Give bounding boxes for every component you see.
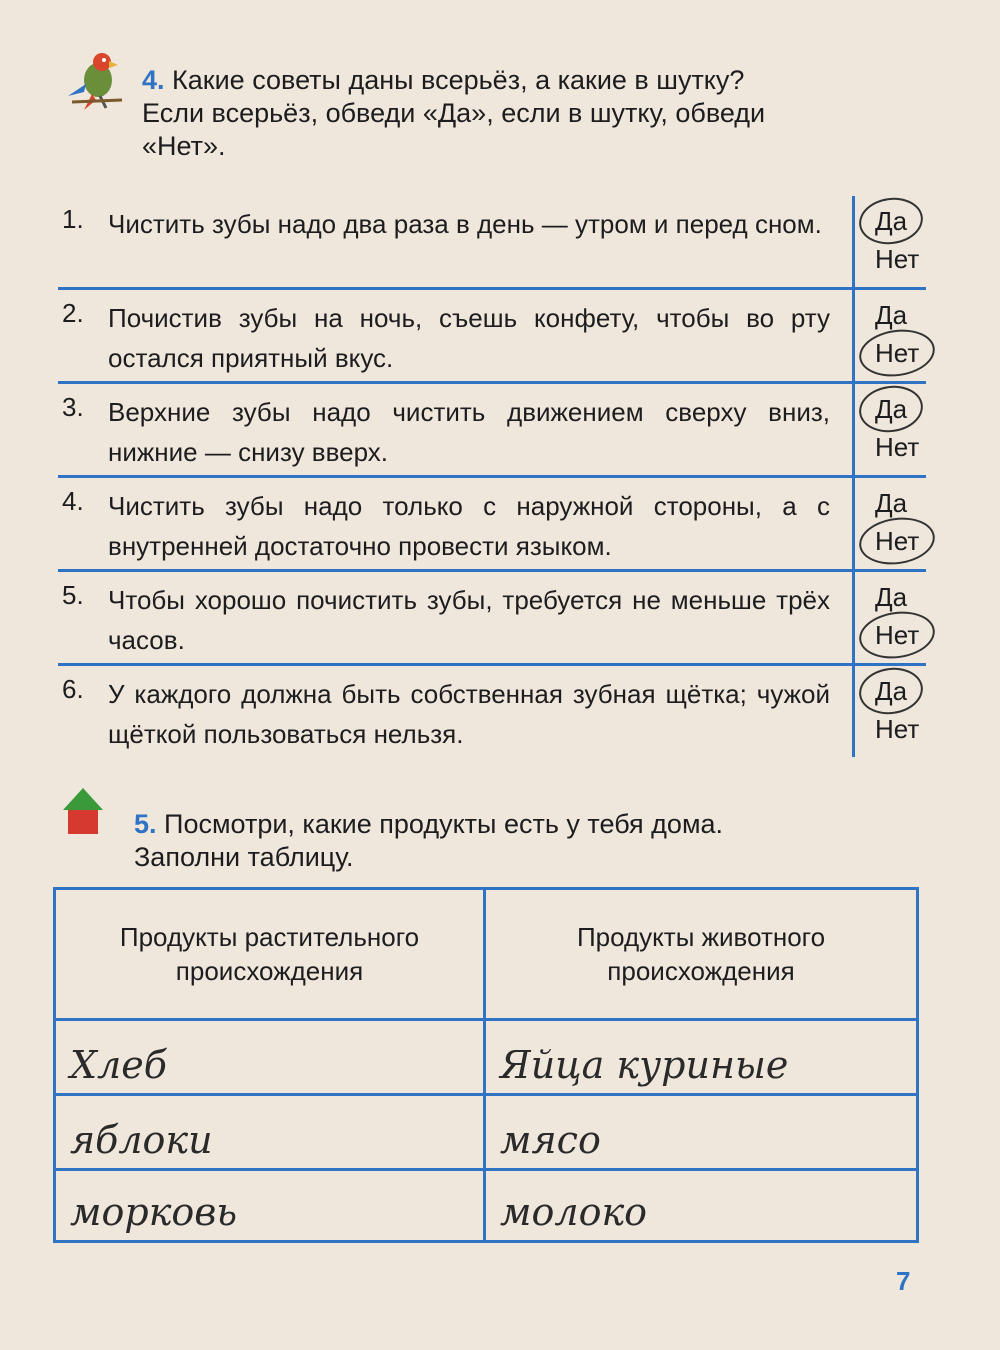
table-cell[interactable] [486, 1021, 916, 1096]
parrot-icon [62, 44, 132, 114]
statement-number: 1. [62, 204, 84, 234]
answer-yes[interactable]: Да [871, 392, 911, 426]
answer-column [852, 384, 929, 475]
statement-text: Верхние зубы надо чистить движением сверху вниз, нижние — снизу вверх. [108, 397, 830, 467]
task4-instruction [142, 64, 927, 163]
table-cell[interactable] [486, 1096, 916, 1171]
answer-column [852, 666, 929, 757]
task4-line-3: «Нет». [142, 131, 226, 161]
statements-list [58, 196, 926, 757]
statement-text: Почистив зубы на ночь, съешь конфету, чтобы во рту остался приятный вкус. [108, 303, 830, 373]
statement-text: Чистить зубы надо два раза в день — утром и перед сном. [108, 209, 822, 239]
handwritten-entry: Хлеб [70, 1043, 167, 1087]
statement-number: 3. [62, 392, 84, 422]
statement-number: 5. [62, 580, 84, 610]
answer-column [852, 572, 929, 663]
answer-no[interactable]: Нет [871, 618, 923, 652]
statement-text: Чистить зубы надо только с наружной стороны, а с внутренней достаточно провести языком. [108, 491, 830, 561]
statement-number: 2. [62, 298, 84, 328]
task4-number: 4. [142, 65, 165, 95]
statement-row [58, 196, 926, 290]
statement-row [58, 478, 926, 572]
statement-number: 4. [62, 486, 84, 516]
answer-no[interactable]: Нет [875, 244, 920, 274]
answer-column [852, 478, 929, 569]
statement-row [58, 384, 926, 478]
page-number: 7 [896, 1266, 911, 1296]
answer-yes[interactable]: Да [875, 488, 908, 518]
handwritten-entry: Яйца куриные [500, 1043, 789, 1087]
statement-number: 6. [62, 674, 84, 704]
house-icon [62, 786, 104, 836]
task4-line-2: Если всерьёз, обведи «Да», если в шутку, обведи [142, 98, 766, 128]
statement-row [58, 572, 926, 666]
handwritten-entry: яблоки [70, 1118, 213, 1162]
table-cell[interactable] [56, 1096, 486, 1171]
products-table [53, 887, 919, 1243]
statement-row [58, 666, 926, 757]
answer-no[interactable]: Нет [875, 432, 920, 462]
task4-line-1: Какие советы даны всерьёз, а какие в шутку? [172, 65, 745, 95]
statement-text: Чтобы хорошо почистить зубы, требуется не меньше трёх часов. [108, 585, 830, 655]
table-cell[interactable] [56, 1021, 486, 1096]
answer-yes[interactable]: Да [875, 300, 908, 330]
task5-line-1: Посмотри, какие продукты есть у тебя дома. [164, 809, 724, 839]
task5-line-2: Заполни таблицу. [134, 842, 354, 872]
answer-no[interactable]: Нет [871, 524, 923, 558]
answer-yes[interactable]: Да [875, 582, 908, 612]
statement-row [58, 290, 926, 384]
table-cell[interactable] [486, 1171, 916, 1240]
handwritten-entry: морковь [70, 1190, 238, 1234]
task5-number: 5. [134, 809, 157, 839]
table-cell[interactable] [56, 1171, 486, 1240]
header-animal-products: Продукты животного происхождения [486, 890, 916, 1021]
statement-text: У каждого должна быть собственная зубная щётка; чужой щёткой пользоваться нельзя. [108, 679, 830, 749]
handwritten-entry: мясо [500, 1118, 601, 1162]
answer-column [852, 196, 929, 287]
answer-column [852, 290, 929, 381]
answer-no[interactable]: Нет [871, 336, 923, 370]
header-plant-products: Продукты растительного происхождения [56, 890, 486, 1021]
task5-instruction [134, 808, 918, 874]
answer-no[interactable]: Нет [875, 714, 920, 744]
answer-yes[interactable]: Да [871, 674, 911, 708]
handwritten-entry: молоко [500, 1190, 648, 1234]
answer-yes[interactable]: Да [871, 204, 911, 238]
